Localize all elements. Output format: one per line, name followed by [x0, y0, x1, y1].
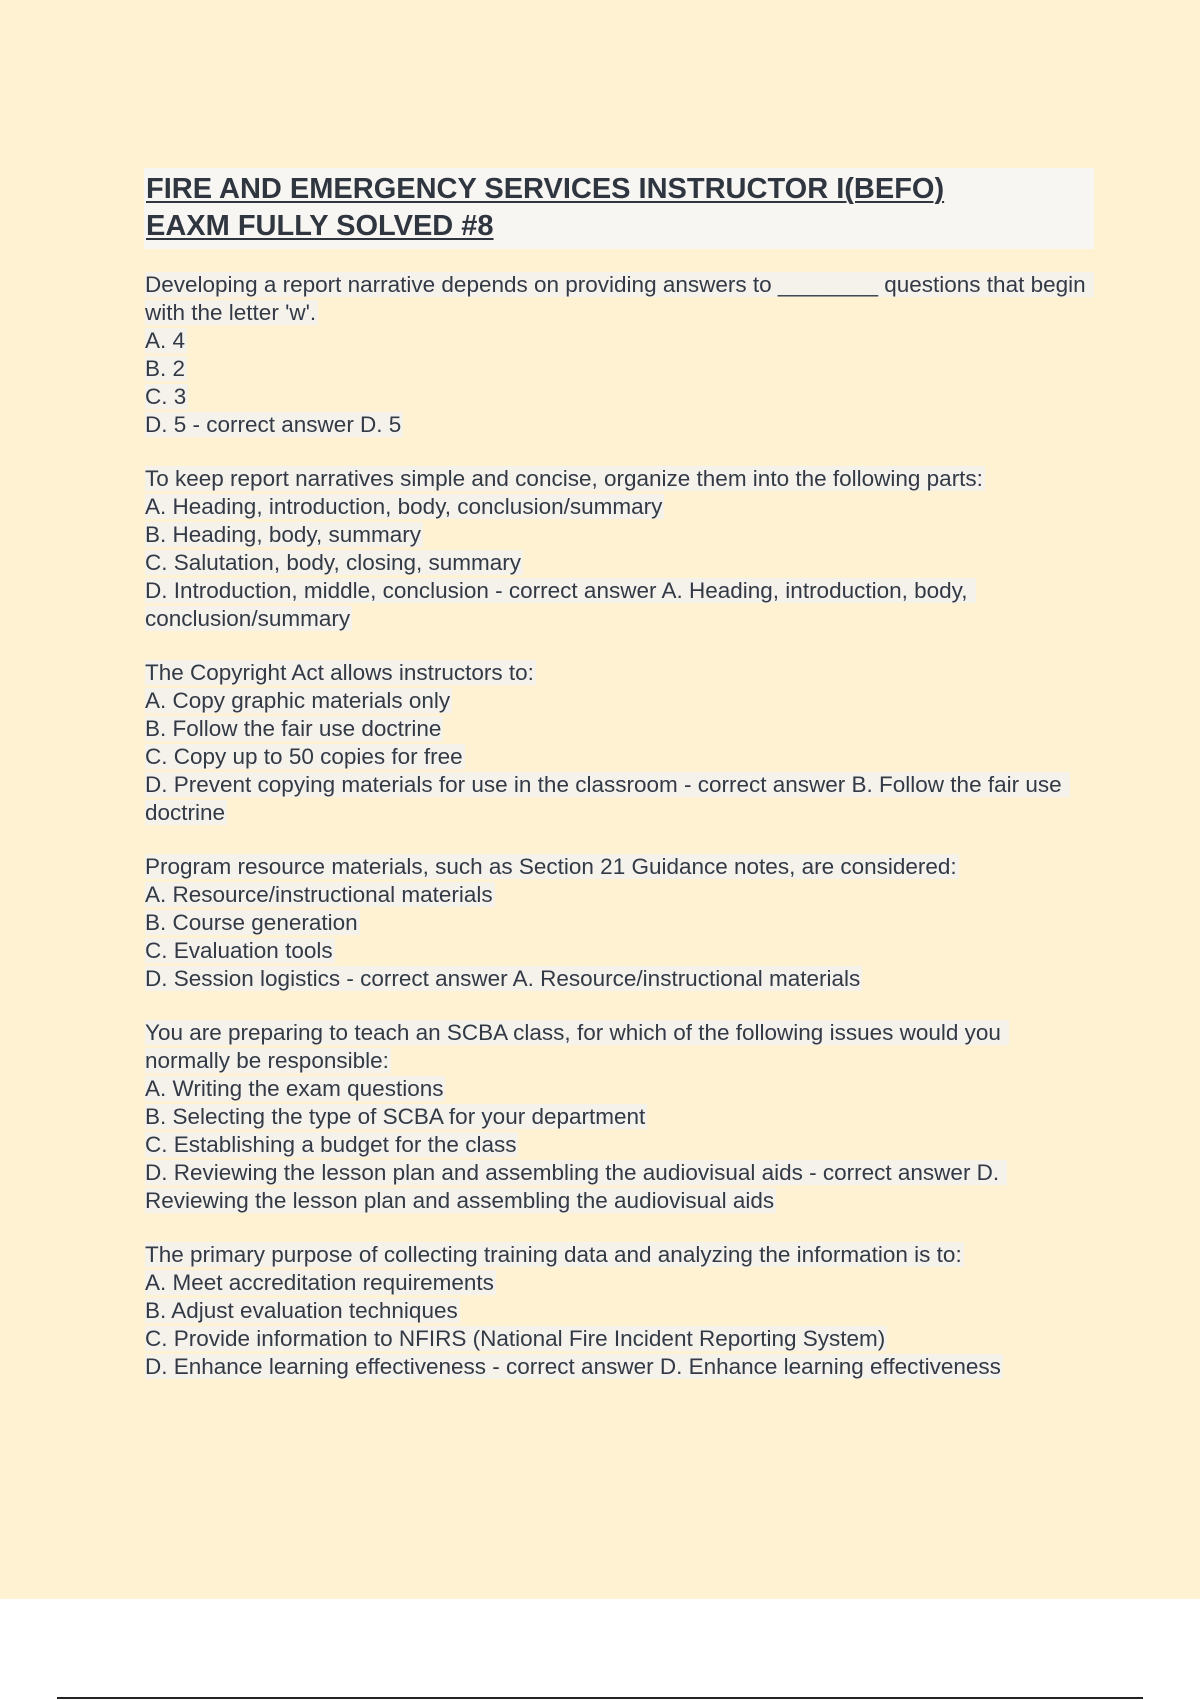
answer-option: [145, 355, 1090, 383]
answer-option: [145, 1297, 1090, 1325]
answer-option-with-correct-answer: [145, 411, 1090, 439]
document-title: [144, 168, 1094, 249]
question-stem: [145, 465, 1090, 493]
answer-option: [145, 327, 1090, 355]
answer-option: [145, 687, 1090, 715]
question-list: [145, 271, 1090, 1407]
answer-option-text: C. Provide information to NFIRS (National Fire Incident Reporting System): [145, 1326, 886, 1351]
answer-option: [145, 1103, 1090, 1131]
answer-option-with-correct-answer: [145, 1159, 1090, 1215]
question-block: [145, 465, 1090, 633]
answer-option-text: A. Resource/instructional materials: [145, 882, 493, 907]
answer-option-text: D. Reviewing the lesson plan and assembling the audiovisual aids - correct answer D. Reviewing the lesson plan and assembling the audiovisual aids: [145, 1160, 1006, 1213]
answer-option-with-correct-answer: [145, 771, 1090, 827]
answer-option-text: A. Meet accreditation requirements: [145, 1270, 494, 1295]
answer-option: [145, 1075, 1090, 1103]
question-stem-text: To keep report narratives simple and concise, organize them into the following parts:: [145, 466, 983, 491]
answer-option: [145, 383, 1090, 411]
question-block: [145, 1241, 1090, 1381]
answer-option: [145, 1325, 1090, 1353]
answer-option: [145, 549, 1090, 577]
answer-option-text: B. 2: [145, 356, 186, 381]
question-stem-text: Program resource materials, such as Section 21 Guidance notes, are considered:: [145, 854, 957, 879]
answer-option-text: B. Follow the fair use doctrine: [145, 716, 442, 741]
question-block: [145, 659, 1090, 827]
answer-option-text: B. Adjust evaluation techniques: [145, 1298, 458, 1323]
answer-option-with-correct-answer: [145, 1353, 1090, 1381]
answer-option: [145, 493, 1090, 521]
answer-option: [145, 743, 1090, 771]
answer-option-text: D. Prevent copying materials for use in the classroom - correct answer B. Follow the fair use doctrine: [145, 772, 1068, 825]
answer-option-text: B. Course generation: [145, 910, 358, 935]
question-stem: [145, 659, 1090, 687]
answer-option-text: D. Enhance learning effectiveness - correct answer D. Enhance learning effectiveness: [145, 1354, 1001, 1379]
question-stem: [145, 853, 1090, 881]
question-stem-text: Developing a report narrative depends on providing answers to ________ questions that begin with the letter 'w'.: [145, 272, 1092, 325]
answer-option-text: C. 3: [145, 384, 187, 409]
answer-option-with-correct-answer: [145, 577, 1090, 633]
question-block: [145, 1019, 1090, 1215]
answer-option: [145, 1131, 1090, 1159]
answer-option: [145, 881, 1090, 909]
question-block: [145, 271, 1090, 439]
answer-option: [145, 909, 1090, 937]
answer-option-text: C. Evaluation tools: [145, 938, 333, 963]
answer-option-text: C. Salutation, body, closing, summary: [145, 550, 521, 575]
question-stem-text: The Copyright Act allows instructors to:: [145, 660, 534, 685]
question-stem: [145, 1019, 1090, 1075]
question-stem-text: You are preparing to teach an SCBA class, for which of the following issues would you normally be responsible:: [145, 1020, 1008, 1073]
answer-option: [145, 937, 1090, 965]
answer-option-text: A. Copy graphic materials only: [145, 688, 451, 713]
answer-option-text: A. 4: [145, 328, 186, 353]
title-line: FIRE AND EMERGENCY SERVICES INSTRUCTOR I(BEFO): [146, 173, 945, 205]
question-stem-text: The primary purpose of collecting training data and analyzing the information is to:: [145, 1242, 962, 1267]
answer-option: [145, 1269, 1090, 1297]
title-line: EAXM FULLY SOLVED #8: [146, 210, 494, 242]
answer-option-text: A. Writing the exam questions: [145, 1076, 444, 1101]
answer-option-text: A. Heading, introduction, body, conclusion/summary: [145, 494, 663, 519]
answer-option-text: D. 5 - correct answer D. 5: [145, 412, 402, 437]
answer-option-text: C. Copy up to 50 copies for free: [145, 744, 463, 769]
question-stem: [145, 1241, 1090, 1269]
answer-option-with-correct-answer: [145, 965, 1090, 993]
answer-option-text: B. Heading, body, summary: [145, 522, 421, 547]
question-stem: [145, 271, 1090, 327]
answer-option: [145, 521, 1090, 549]
question-block: [145, 853, 1090, 993]
answer-option-text: D. Introduction, middle, conclusion - correct answer A. Heading, introduction, body, conclusion/summary: [145, 578, 974, 631]
footer-divider: [57, 1697, 1143, 1699]
answer-option: [145, 715, 1090, 743]
answer-option-text: B. Selecting the type of SCBA for your department: [145, 1104, 646, 1129]
answer-option-text: D. Session logistics - correct answer A. Resource/instructional materials: [145, 966, 861, 991]
answer-option-text: C. Establishing a budget for the class: [145, 1132, 517, 1157]
